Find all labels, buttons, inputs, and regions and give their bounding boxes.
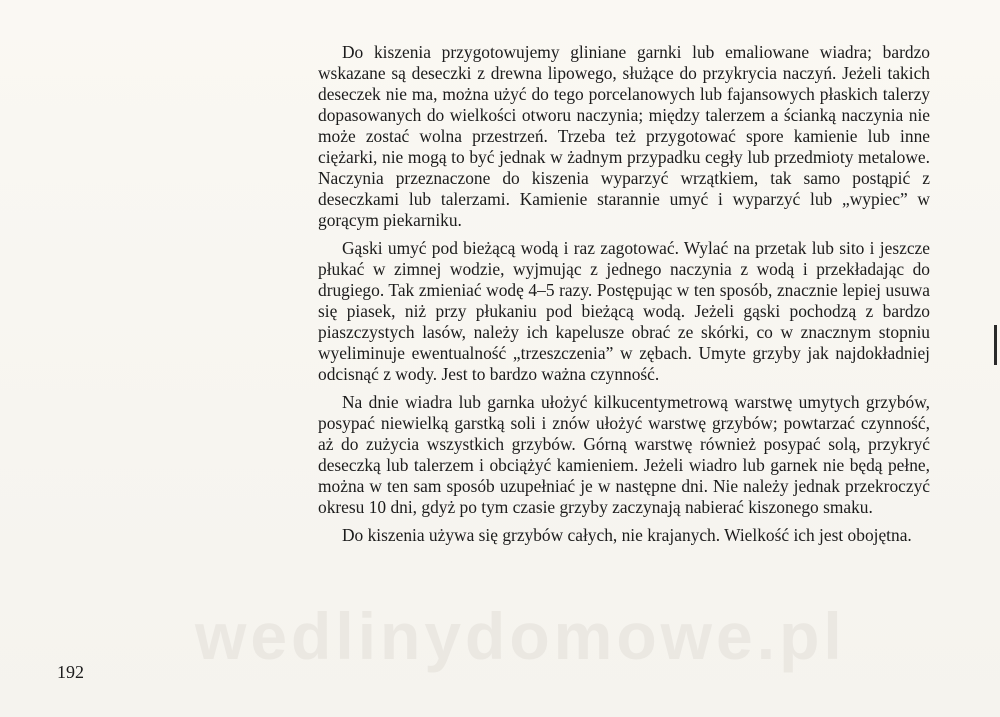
paragraph-layering: Na dnie wiadra lub garnka ułożyć kilkucentymetrową warstwę umytych grzybów, posypać niewielką garstką soli i znów ułożyć warstwę grzybów; powtarzać czynność, aż do zużycia wszystkich grzybów. Górną warstwę również posypać solą, przykryć deseczką lub talerzem i obciążyć kamieniem. Jeżeli wiadro lub garnek nie będą pełne, można w ten sam sposób uzupełniać je w następne dni. Nie należy jednak przekroczyć okresu 10 dni, gdyż po tym czasie grzyby zaczynają nabierać kiszonego smaku. <box>318 392 930 517</box>
watermark-logo: wedlinydomowe.pl <box>195 599 846 673</box>
page-number: 192 <box>57 662 84 682</box>
page-edge-mark <box>994 325 997 365</box>
text-column <box>318 42 930 553</box>
paragraph-washing: Gąski umyć pod bieżącą wodą i raz zagotować. Wylać na przetak lub sito i jeszcze płukać w zimnej wodzie, wyjmując z jednego naczynia z wodą i przekładając do drugiego. Tak zmieniać wodę 4–5 razy. Postępując w ten sposób, znacznie lepiej usuwa się piasek, niż przy płukaniu pod bieżącą wodą. Jeżeli gąski pochodzą z bardzo piaszczystych lasów, należy ich kapelusze obrać ze skórki, co w znacznym stopniu wyeliminuje ewentualność „trzeszczenia” w zębach. Umyte grzyby jak najdokładniej odcisnąć z wody. Jest to bardzo ważna czynność. <box>318 238 930 384</box>
paragraph-preparation: Do kiszenia przygotowujemy gliniane garnki lub emaliowane wiadra; bardzo wskazane są deseczki z drewna lipowego, służące do przykrycia naczyń. Jeżeli takich deseczek nie ma, można użyć do tego porcelanowych lub fajansowych płaskich talerzy dopasowanych do wielkości otworu naczynia; między talerzem a ścianką naczynia nie może zostać wolna przestrzeń. Trzeba też przygotować spore kamienie lub inne ciężarki, nie mogą to być jednak w żadnym przypadku cegły lub przedmioty metalowe. Naczynia przeznaczone do kiszenia wyparzyć wrzątkiem, tak samo postąpić z deseczkami lub talerzami. Kamienie starannie umyć i wyparzyć lub „wypiec” w gorącym piekarniku. <box>318 42 930 230</box>
paragraph-note: Do kiszenia używa się grzybów całych, nie krajanych. Wielkość ich jest obojętna. <box>342 525 912 545</box>
